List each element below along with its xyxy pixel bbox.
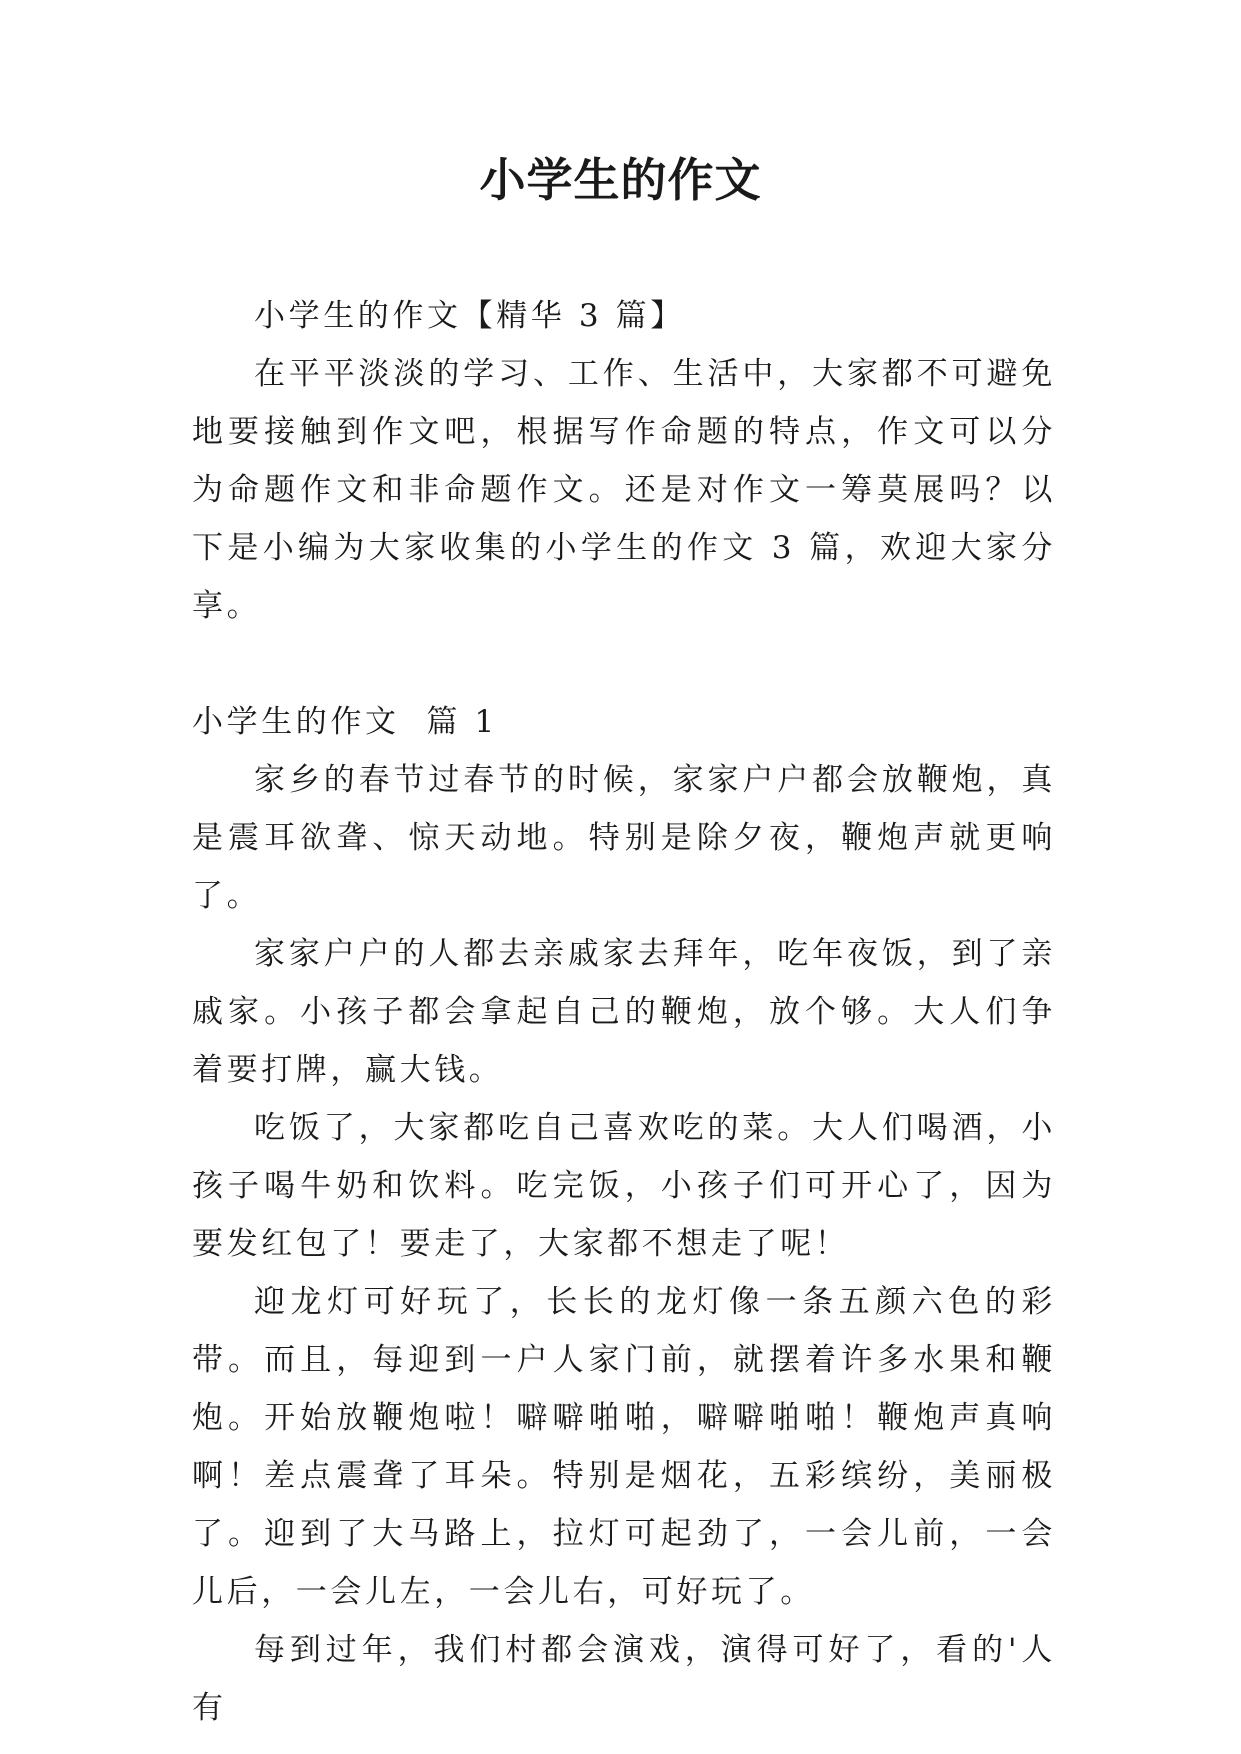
- body-paragraph: 迎龙灯可好玩了，长长的龙灯像一条五颜六色的彩带。而且，每迎到一户人家门前，就摆着许多水果和鞭炮。开始放鞭炮啦！噼噼啪啪，噼噼啪啪！鞭炮声真响啊！差点震聋了耳朵。特别是烟花，五彩缤纷，美丽极了。迎到了大马路上，拉灯可起劲了，一会儿前，一会儿后，一会儿左，一会儿右，可好玩了。: [192, 1284, 1056, 1610]
- body-paragraph: 每到过年，我们村都会演戏，演得可好了，看的'人有: [192, 1632, 1056, 1726]
- intro-paragraph: 在平平淡淡的学习、工作、生活中，大家都不可避免地要接触到作文吧，根据写作命题的特点，作文可以分为命题作文和非命题作文。还是对作文一筹莫展吗？以下是小编为大家收集的小学生的作文 3 篇，欢迎大家分享。: [192, 356, 1056, 624]
- body-paragraph: 家家户户的人都去亲戚家去拜年，吃年夜饭，到了亲戚家。小孩子都会拿起自己的鞭炮，放个够。大人们争着要打牌，赢大钱。: [192, 936, 1056, 1088]
- document-body: [192, 287, 1056, 1737]
- document-title: 小学生的作文: [479, 153, 762, 207]
- section-heading: 小学生的作文 篇 1: [192, 704, 498, 740]
- body-paragraph: 家乡的春节过春节的时候，家家户户都会放鞭炮，真是震耳欲聋、惊天动地。特别是除夕夜，鞭炮声就更响了。: [192, 762, 1056, 914]
- section-spacer: [192, 635, 1056, 693]
- document-subtitle: 小学生的作文【精华 3 篇】: [254, 298, 685, 334]
- body-paragraph: 吃饭了，大家都吃自己喜欢吃的菜。大人们喝酒，小孩子喝牛奶和饮料。吃完饭，小孩子们可开心了，因为要发红包了！要走了，大家都不想走了呢！: [192, 1110, 1056, 1262]
